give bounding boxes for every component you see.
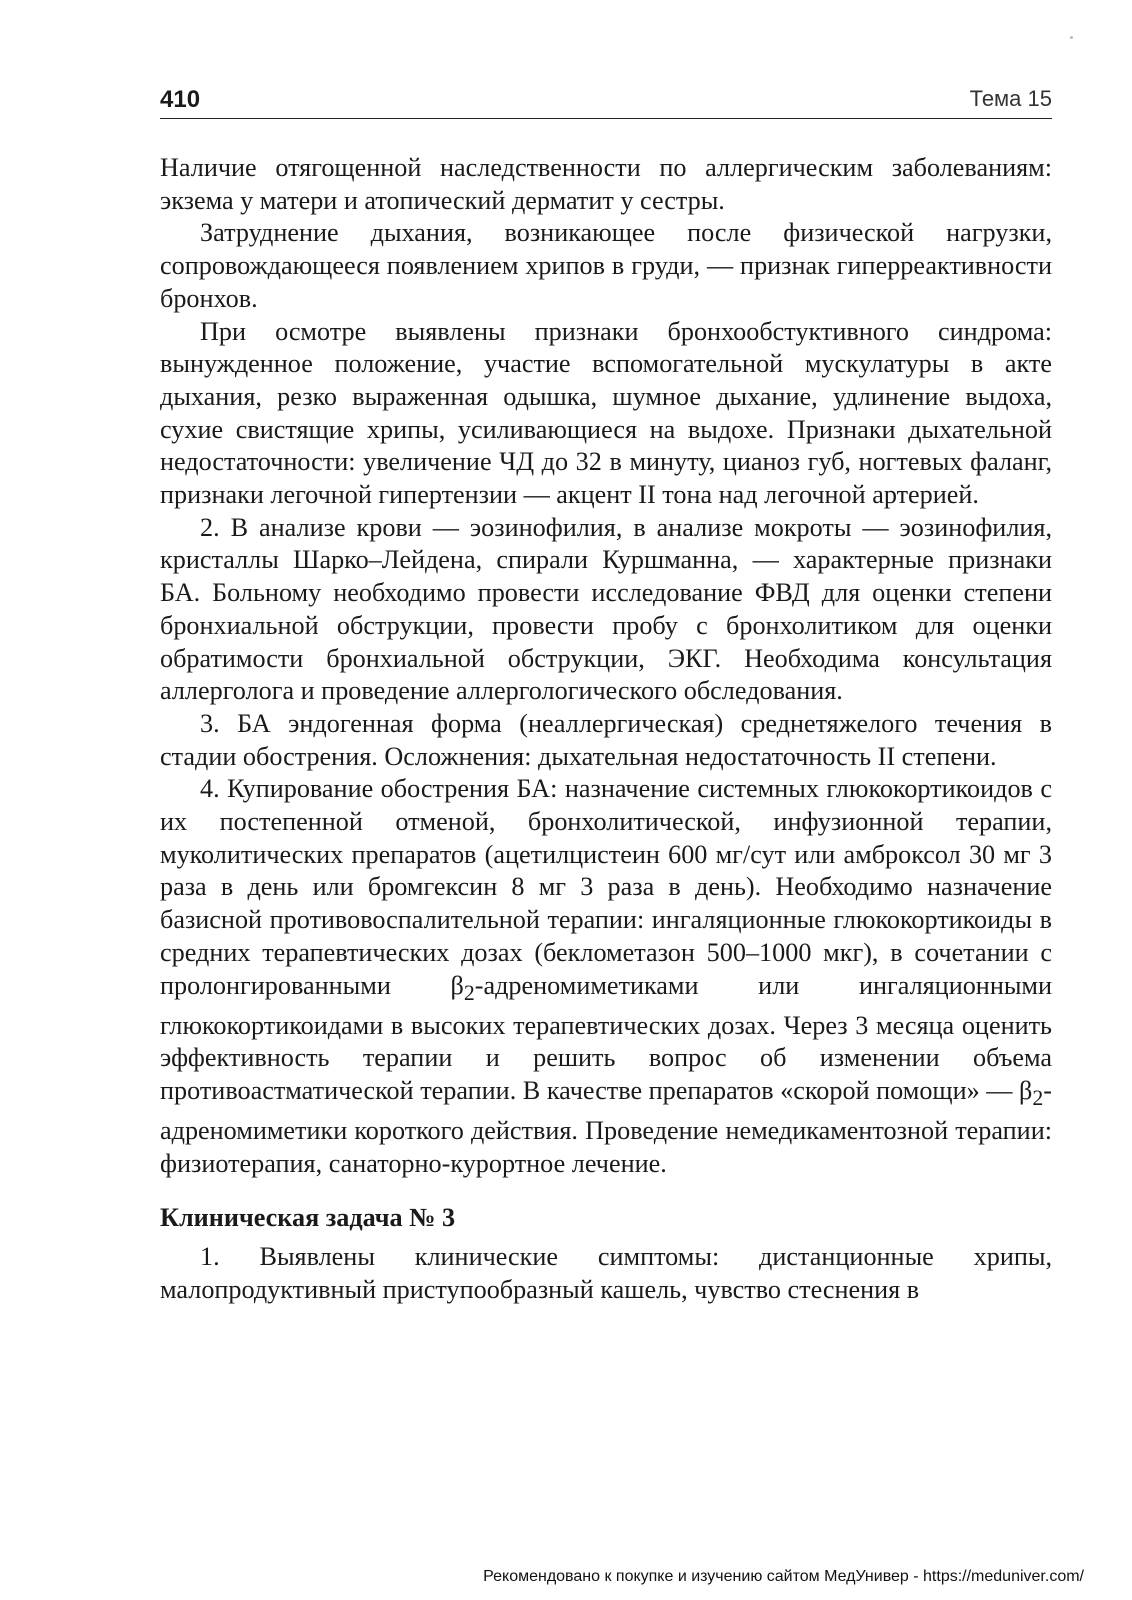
running-head: Тема 15 (969, 86, 1052, 111)
footer-note: Рекомендовано к покупке и изучению сайтом МедУнивер - https://meduniver.com/ (483, 1568, 1084, 1585)
header-rule (160, 118, 1052, 119)
item-4-text-c: -адреномиметики короткого действия. Проведение немедикаментозной терапии: физиотерапия, санаторно-курортное лечение. (160, 1075, 1052, 1178)
item-4-text-a: 4. Купирование обострения БА: назначение системных глюкокортикоидов с их постепенной отменой, бронхолитической, инфузионной терапии, муколитических препаратов (ацетилцистеин 600 мг/сут или амброксол 30 мг 3 раза в день или бромгексин 8 мг 3 раза в день). Необходимо назначение базисной противовоспалительной терапии: ингаляционные глюкокортикоиды в средних терапевтических дозах (беклометазон 500–1000 мкг), в сочетании с пролонгированными β (160, 774, 1052, 1000)
paragraph-item-4 (160, 773, 1052, 1180)
page-header (160, 84, 1052, 120)
page-body (160, 152, 1052, 1306)
paragraph-item-3: 3. БА эндогенная форма (неаллергическая) среднетяжелого течения в стадии обострения. Осложнения: дыхательная недостаточность II степени. (160, 708, 1052, 771)
paragraph-examination: При осмотре выявлены признаки бронхообстуктивного синдрома: вынужденное положение, участие вспомогательной мускулатуры в акте дыхания, резко выраженная одышка, шумное дыхание, удлинение выдоха, сухие свистящие хрипы, усиливающиеся на выдохе. Признаки дыхательной недостаточности: увеличение ЧД до 32 в минуту, цианоз губ, ногтевых фаланг, признаки легочной гипертензии — акцент II тона над легочной артерией. (160, 316, 1052, 510)
subscript-2: 2 (1032, 1086, 1044, 1111)
scan-speck (1070, 36, 1073, 39)
paragraph-item-2: 2. В анализе крови — эозинофилия, в анализе мокроты — эозинофилия, кристаллы Шарко–Лейдена, спирали Куршманна, — характерные признаки БА. Больному необходимо провести исследование ФВД для оценки степени бронхиальной обструкции, провести пробу с бронхолитиком для оценки обратимости бронхиальной обструкции, ЭКГ. Необходима консультация аллерголога и проведение аллергологического обследования. (160, 512, 1052, 706)
subscript-2: 2 (463, 980, 475, 1005)
paragraph-task3-item-1: 1. Выявлены клинические симптомы: дистанционные хрипы, малопродуктивный приступообразный кашель, чувство стеснения в (160, 1241, 1052, 1304)
section-heading: Клиническая задача № 3 (160, 1203, 456, 1233)
paragraph-heredity: Наличие отягощенной наследственности по аллергическим заболеваниям: экзема у матери и атопический дерматит у сестры. (160, 153, 1052, 215)
paragraph-hyperreactivity: Затруднение дыхания, возникающее после физической нагрузки, сопровождающееся появлением хрипов в груди, — признак гиперреактивности бронхов. (160, 218, 1052, 313)
page-number: 410 (160, 86, 201, 113)
item-4-text-b: -адреномиметиками или ингаляционными глюкокортикоидами в высоких терапевтических дозах. Через 3 месяца оценить эффективность терапии и решить вопрос об изменении объема противоастматической терапии. В качестве препаратов «скорой помощи» — β (160, 970, 1053, 1105)
